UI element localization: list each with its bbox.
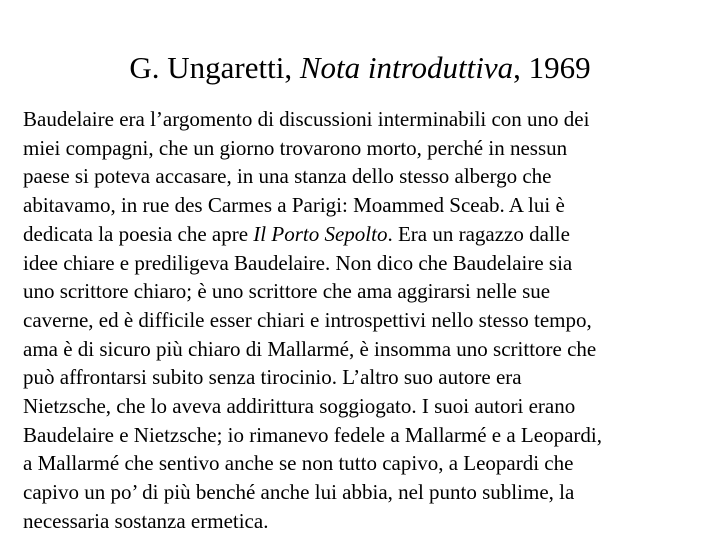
text-line: Baudelaire e Nietzsche; io rimanevo fedele a Mallarmé e a Leopardi, — [23, 422, 602, 447]
text-line: abitavamo, in rue des Carmes a Parigi: Moammed Sceab. A lui è — [23, 193, 565, 218]
text-line: a Mallarmé che sentivo anche se non tutto capivo, a Leopardi che — [23, 451, 574, 476]
text-segment: . Era un ragazzo dalle — [387, 221, 570, 246]
text-line: ama è di sicuro più chiaro di Mallarmé, è insomma uno scrittore che — [23, 336, 597, 361]
text-line: Baudelaire era l’argomento di discussioni interminabili con uno dei — [23, 107, 590, 131]
poem-title: Il Porto Sepolto — [253, 221, 388, 246]
text-line: uno scrittore chiaro; è uno scrittore che ama aggirarsi nelle sue — [23, 279, 551, 304]
title-year: , 1969 — [513, 50, 591, 85]
text-line: capivo un po’ di più benché anche lui abbia, nel punto sublime, la — [23, 480, 575, 505]
text-segment: dedicata la poesia che apre — [23, 221, 254, 246]
page-title — [0, 48, 720, 88]
text-line: miei compagni, che un giorno trovarono morto, perché in nessun — [23, 135, 568, 160]
text-line: caverne, ed è difficile esser chiari e introspettivi nello stesso tempo, — [23, 307, 592, 332]
text-line: necessaria sostanza ermetica. — [23, 508, 269, 533]
text-line-with-title — [23, 220, 713, 249]
text-line: può affrontarsi subito senza tirocinio. L’altro suo autore era — [23, 365, 522, 390]
text-line: paese si poteva accasare, in una stanza dello stesso albergo che — [23, 164, 552, 189]
text-line: idee chiare e prediligeva Baudelaire. Non dico che Baudelaire sia — [23, 250, 573, 275]
quote-text — [23, 105, 713, 536]
title-author: G. Ungaretti, — [129, 50, 300, 85]
text-line: Nietzsche, che lo aveva addirittura soggiogato. I suoi autori erano — [23, 394, 576, 419]
title-work: Nota introduttiva — [299, 50, 514, 85]
